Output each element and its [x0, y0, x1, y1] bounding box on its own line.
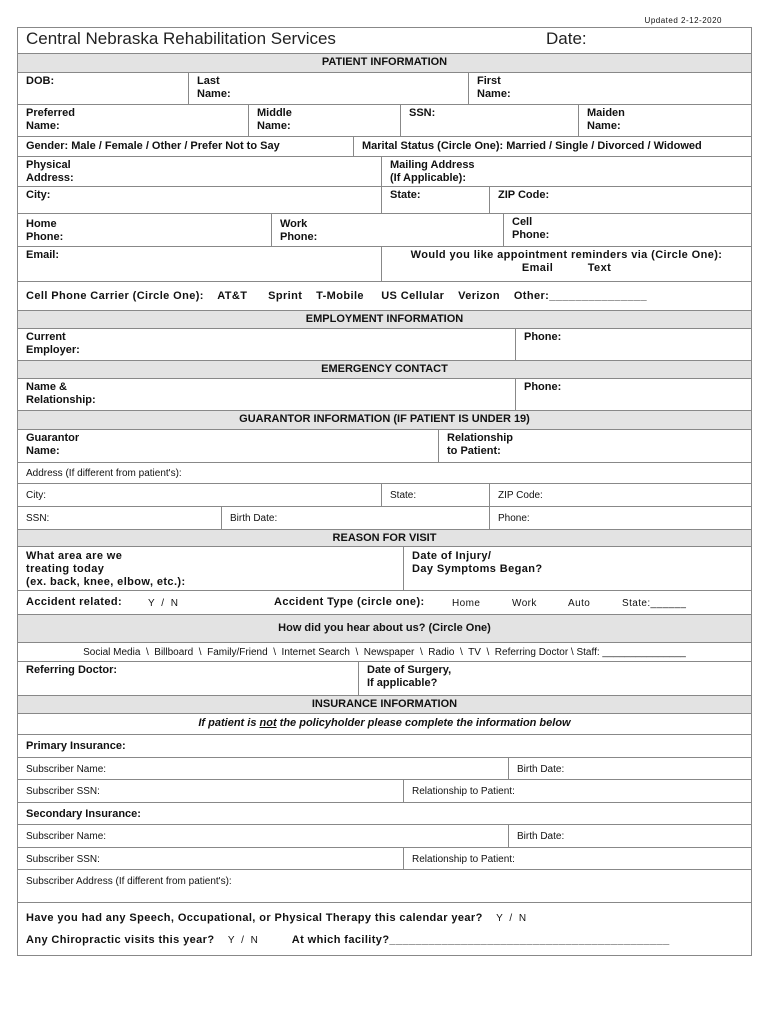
primary-relationship-field[interactable]: Relationship to Patient:: [403, 780, 751, 802]
guarantor-phone-field[interactable]: Phone:: [489, 507, 751, 529]
facility-field[interactable]: At which facility?___________________________________________: [291, 934, 670, 946]
emergency-name-field[interactable]: Name & Relationship:: [26, 381, 96, 406]
primary-insurance-field[interactable]: Primary Insurance:: [26, 740, 126, 752]
dob-field[interactable]: DOB:: [26, 75, 55, 87]
referral-options[interactable]: Social Media \ Billboard \ Family/Friend \ Internet Search \ Newspaper \ Radio \ TV \ Referring Doctor \ Staff: _______________: [83, 647, 686, 658]
guarantor-ssn-row: [18, 506, 751, 529]
secondary-ssn-row: [18, 847, 751, 869]
cell-phone-field[interactable]: Cell Phone:: [503, 214, 751, 246]
employer-row: [18, 328, 751, 360]
reason-header: REASON FOR VISIT: [18, 529, 751, 546]
mailing-address-field[interactable]: Mailing Address (If Applicable):: [381, 157, 751, 186]
primary-subscriber-row: [18, 757, 751, 779]
policyholder-note: If patient is not the policyholder please complete the information below: [198, 717, 571, 729]
date-field[interactable]: Date:: [546, 29, 587, 48]
referring-row: [18, 661, 751, 695]
guarantor-zip-field[interactable]: ZIP Code:: [489, 484, 751, 506]
form-title: Central Nebraska Rehabilitation Services: [26, 29, 336, 48]
accident-related-yn[interactable]: Y / N: [148, 598, 179, 609]
accident-type-label: Accident Type (circle one):: [274, 596, 425, 608]
secondary-insurance-field[interactable]: Secondary Insurance:: [26, 808, 141, 820]
emergency-phone-field[interactable]: Phone:: [515, 379, 751, 410]
referring-doctor-field[interactable]: Referring Doctor:: [26, 664, 118, 676]
primary-insurance-row: [18, 734, 751, 757]
preferred-row: [18, 104, 751, 136]
accident-row: [18, 590, 751, 614]
secondary-subscriber-ssn-field[interactable]: Subscriber SSN:: [26, 854, 100, 865]
guarantor-city-row: [18, 483, 751, 506]
intake-form: [17, 27, 752, 956]
middle-name-field[interactable]: Middle Name:: [248, 105, 400, 136]
physical-address-field[interactable]: Physical Address:: [26, 159, 74, 184]
treatment-area-field[interactable]: What area are we treating today (ex. back, knee, elbow, etc.):: [26, 550, 186, 588]
therapy-question: Have you had any Speech, Occupational, or Physical Therapy this calendar year?: [26, 912, 483, 924]
first-name-field[interactable]: First Name:: [468, 73, 751, 104]
guarantor-birth-date-field[interactable]: Birth Date:: [221, 507, 489, 529]
guarantor-city-field[interactable]: City:: [26, 490, 46, 501]
patient-info-header: PATIENT INFORMATION: [18, 53, 751, 72]
gender-row: [18, 136, 751, 156]
zip-field[interactable]: ZIP Code:: [489, 187, 751, 213]
phone-row: [18, 213, 751, 246]
title-row: [18, 28, 751, 53]
primary-birth-date-field[interactable]: Birth Date:: [508, 758, 751, 779]
secondary-subscriber-row: [18, 824, 751, 847]
gender-field[interactable]: Gender: Male / Female / Other / Prefer Not to Say: [26, 140, 280, 152]
emergency-header: EMERGENCY CONTACT: [18, 360, 751, 378]
carrier-row: [18, 281, 751, 310]
referral-options-row: [18, 642, 751, 661]
chiro-question: Any Chiropractic visits this year?: [26, 934, 215, 946]
guarantor-name-row: [18, 429, 751, 462]
email-row: [18, 246, 751, 281]
therapy-yn[interactable]: Y / N: [496, 913, 527, 924]
insurance-header: INSURANCE INFORMATION: [18, 695, 751, 713]
city-field[interactable]: City:: [26, 189, 51, 201]
employer-phone-field[interactable]: Phone:: [515, 329, 751, 360]
secondary-relationship-field[interactable]: Relationship to Patient:: [403, 848, 751, 869]
history-questions: [18, 903, 751, 955]
employment-header: EMPLOYMENT INFORMATION: [18, 310, 751, 328]
area-row: [18, 546, 751, 590]
maiden-name-field[interactable]: Maiden Name:: [578, 105, 751, 136]
surgery-date-field[interactable]: Date of Surgery, If applicable?: [358, 662, 751, 695]
secondary-insurance-row: [18, 802, 751, 824]
ssn-field[interactable]: SSN:: [400, 105, 578, 136]
guarantor-name-field[interactable]: Guarantor Name:: [26, 432, 80, 457]
reminders-field[interactable]: Would you like appointment reminders via (Circle One): Email Text: [381, 247, 751, 281]
referral-question: How did you hear about us? (Circle One): [18, 614, 751, 642]
guarantor-address-row: [18, 462, 751, 483]
injury-date-field[interactable]: Date of Injury/ Day Symptoms Began?: [403, 547, 751, 590]
last-name-field[interactable]: Last Name:: [188, 73, 468, 104]
guarantor-state-field[interactable]: State:: [381, 484, 489, 506]
name-row: [18, 72, 751, 104]
history-row: [18, 902, 751, 955]
updated-date: Updated 2-12-2020: [644, 16, 722, 25]
email-field[interactable]: Email:: [26, 249, 60, 261]
secondary-subscriber-name-field[interactable]: Subscriber Name:: [26, 831, 107, 842]
work-phone-field[interactable]: Work Phone:: [271, 214, 503, 246]
city-row: [18, 186, 751, 213]
primary-subscriber-name-field[interactable]: Subscriber Name:: [26, 764, 107, 775]
guarantor-ssn-field[interactable]: SSN:: [26, 513, 50, 524]
employer-field[interactable]: Current Employer:: [26, 331, 80, 356]
accident-related-label: Accident related:: [26, 596, 123, 608]
primary-ssn-row: [18, 779, 751, 802]
primary-subscriber-ssn-field[interactable]: Subscriber SSN:: [26, 786, 100, 797]
chiro-yn[interactable]: Y / N: [227, 935, 259, 946]
home-phone-field[interactable]: Home Phone:: [26, 218, 64, 243]
policyholder-note-row: [18, 713, 751, 734]
guarantor-address-field[interactable]: Address (If different from patient's):: [26, 468, 182, 479]
carrier-field[interactable]: Cell Phone Carrier (Circle One): AT&T Sprint T-Mobile US Cellular Verizon Other:_______________: [26, 290, 648, 302]
preferred-name-field[interactable]: Preferred Name:: [26, 107, 75, 132]
secondary-birth-date-field[interactable]: Birth Date:: [508, 825, 751, 847]
subscriber-address-field[interactable]: Subscriber Address (If different from patient's):: [26, 876, 232, 887]
address-row: [18, 156, 751, 186]
accident-type-options[interactable]: Home Work Auto State:______: [452, 598, 687, 609]
guarantor-relationship-field[interactable]: Relationship to Patient:: [438, 430, 751, 462]
marital-status-field[interactable]: Marital Status (Circle One): Married / Single / Divorced / Widowed: [353, 137, 751, 156]
guarantor-header: GUARANTOR INFORMATION (IF PATIENT IS UNDER 19): [18, 410, 751, 429]
subscriber-address-row: [18, 869, 751, 902]
state-field[interactable]: State:: [381, 187, 489, 213]
emergency-row: [18, 378, 751, 410]
